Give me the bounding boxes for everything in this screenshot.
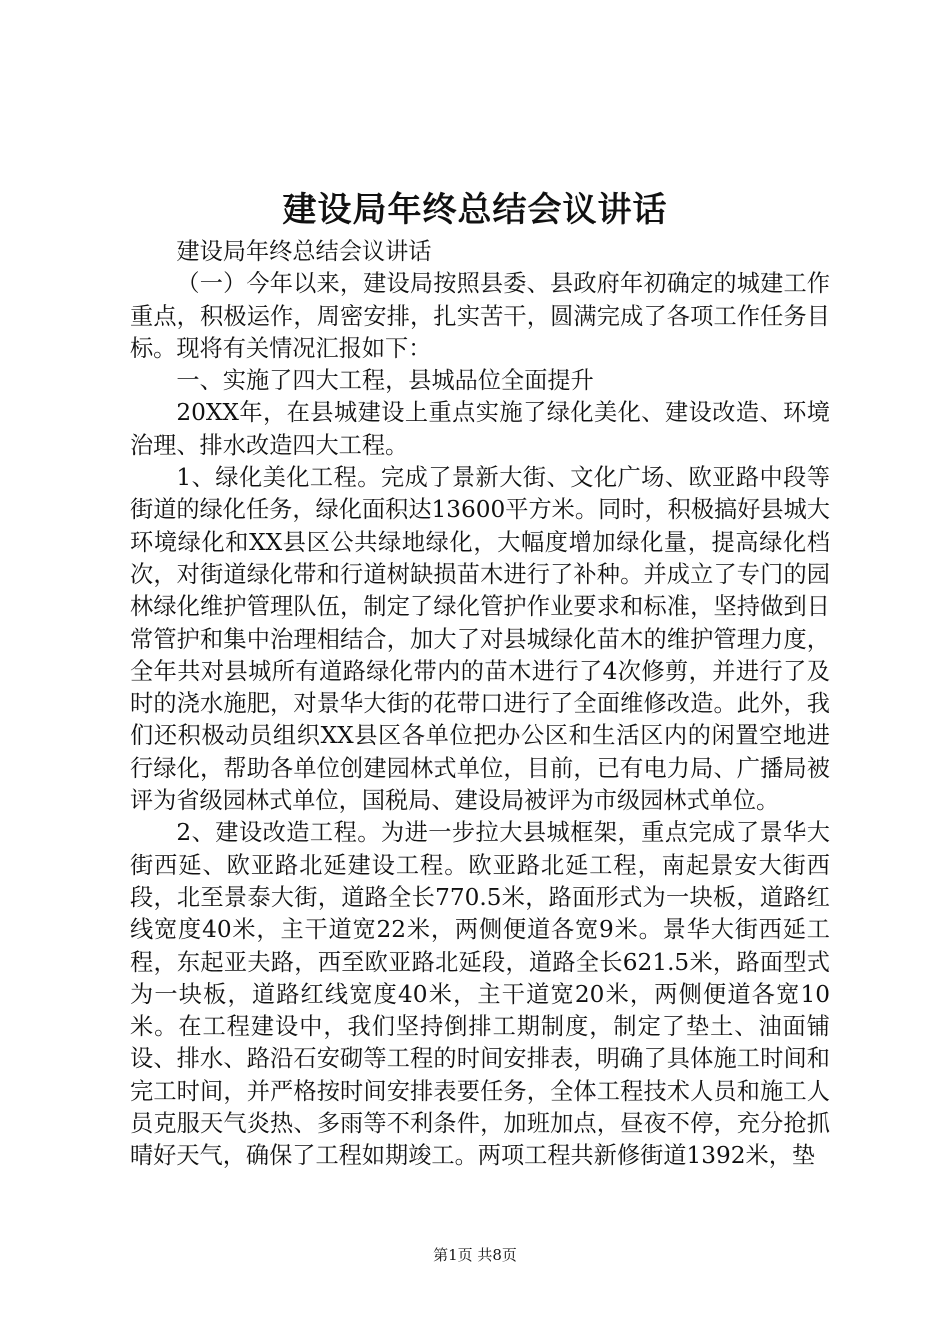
- paragraph-intro: （一）今年以来，建设局按照县委、县政府年初确定的城建工作重点，积极运作，周密安排，扎实苦干，圆满完成了各项工作任务目标。现将有关情况汇报如下：: [130, 270, 830, 362]
- section-heading: 一、实施了四大工程，县城品位全面提升: [176, 367, 594, 395]
- document-body: [130, 236, 830, 1173]
- paragraph-construction: 2、建设改造工程。为进一步拉大县城框架，重点完成了景华大街西延、欧亚路北延建设工程。欧亚路北延工程，南起景安大街西段，北至景泰大街，道路全长770.5米，路面形式为一块板，道路红线宽度40米，主干道宽22米，两侧便道各宽9米。景华大街西延工程，东起亚夫路，西至欧亚路北延段，道路全长621.5米，路面型式为一块板，道路红线宽度40米，主干道宽20米，两侧便道各宽10米。在工程建设中，我们坚持倒排工期制度，制定了垫土、油面铺设、排水、路沿石安砌等工程的时间安排表，明确了具体施工时间和完工时间，并严格按时间安排表要任务，全体工程技术人员和施工人员克服天气炎热、多雨等不利条件，加班加点，昼夜不停，充分抢抓晴好天气，确保了工程如期竣工。两项工程共新修街道1392米，垫: [130, 819, 830, 1170]
- paragraph-subtitle: 建设局年终总结会议讲话: [176, 238, 432, 265]
- page-footer: 第1页 共8页: [433, 1246, 517, 1264]
- document-title: 建设局年终总结会议讲话: [282, 190, 668, 230]
- paragraph-overview: 20XX年，在县城建设上重点实施了绿化美化、建设改造、环境治理、排水改造四大工程。: [130, 399, 830, 459]
- paragraph-greening: 1、绿化美化工程。完成了景新大街、文化广场、欧亚路中段等街道的绿化任务，绿化面积达13600平方米。同时，积极搞好县城大环境绿化和XX县区公共绿地绿化，大幅度增加绿化量，提高绿化档次，对街道绿化带和行道树缺损苗木进行了补种。并成立了专门的园林绿化维护管理队伍，制定了绿化管护作业要求和标准，坚持做到日常管护和集中治理相结合，加大了对县城绿化苗木的维护管理力度，全年共对县城所有道路绿化带内的苗木进行了4次修剪，并进行了及时的浇水施肥，对景华大街的花带口进行了全面维修改造。此外，我们还积极动员组织XX县区各单位把办公区和生活区内的闲置空地进行绿化，帮助各单位创建园林式单位，目前，已有电力局、广播局被评为省级园林式单位，国税局、建设局被评为市级园林式单位。: [130, 464, 830, 815]
